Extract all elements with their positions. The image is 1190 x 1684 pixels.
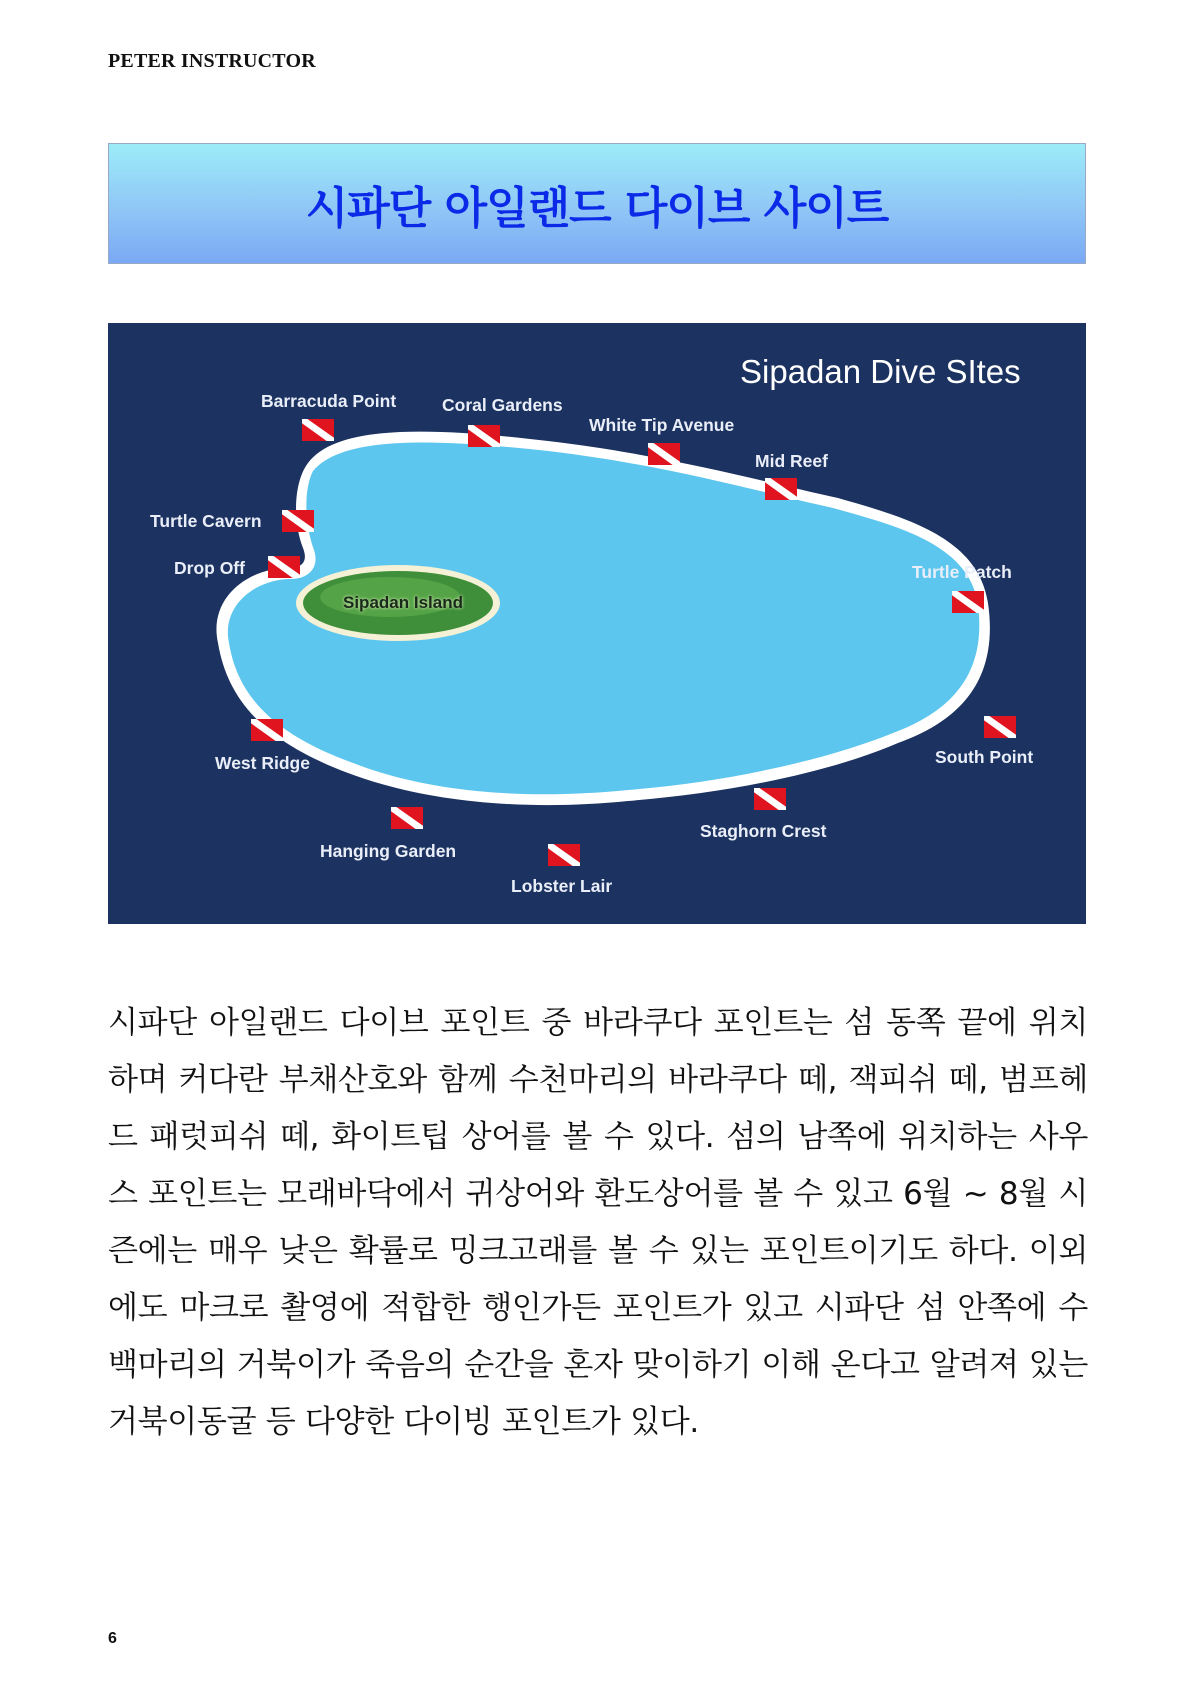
dive-flag-icon [282, 510, 314, 532]
dive-flag-icon [391, 807, 423, 829]
site-label-drop-off: Drop Off [174, 558, 245, 578]
page-number: 6 [108, 1630, 117, 1647]
dive-flag-icon [648, 443, 680, 465]
site-label-south-point: South Point [935, 747, 1034, 767]
body-paragraph: 시파단 아일랜드 다이브 포인트 중 바라쿠다 포인트는 섬 동쪽 끝에 위치하며 커다란 부채산호와 함께 수천마리의 바라쿠다 떼, 잭피쉬 떼, 범프헤드 패럿피쉬 떼, 화이트팁 상어를 볼 수 있다. 섬의 남쪽에 위치하는 사우스 포인트는 모래바닥에서 귀상어와 환도상어를 볼 수 있고 6월 ~ 8월 시즌에는 매우 낮은 확률로 밍크고래를 볼 수 있는 포인트이기도 하다. 이외에도 마크로 촬영에 적합한 행인가든 포인트가 있고 시파단 섬 안쪽에 수백마리의 거북이가 죽음의 순간을 혼자 맞이하기 이해 온다고 알려져 있는 거북이동굴 등 다양한 다이빙 포인트가 있다. [108, 1005, 1088, 1440]
dive-flag-icon [548, 844, 580, 866]
page-title: 시파단 아일랜드 다이브 사이트 [305, 182, 889, 234]
dive-flag-icon [468, 425, 500, 447]
dive-flag-icon [754, 788, 786, 810]
dive-flag-icon [952, 591, 984, 613]
dive-flag-icon [765, 478, 797, 500]
dive-flag-icon [302, 419, 334, 441]
site-label-barracuda-point: Barracuda Point [261, 391, 397, 411]
site-label-lobster-lair: Lobster Lair [511, 876, 613, 896]
site-label-west-ridge: West Ridge [215, 753, 310, 773]
site-label-coral-gardens: Coral Gardens [442, 395, 563, 415]
dive-flag-icon [268, 556, 300, 578]
site-label-staghorn-crest: Staghorn Crest [700, 821, 827, 841]
dive-flag-icon [984, 716, 1016, 738]
map-graphic [108, 323, 1086, 924]
dive-flag-icon [251, 719, 283, 741]
site-label-mid-reef: Mid Reef [755, 451, 828, 471]
site-label-turtle-cavern: Turtle Cavern [150, 511, 262, 531]
dive-site-map [108, 323, 1086, 924]
map-title: Sipadan Dive SItes [740, 353, 1021, 390]
site-label-white-tip-avenue: White Tip Avenue [589, 415, 735, 435]
running-header: PETER INSTRUCTOR [108, 50, 316, 72]
site-label-hanging-garden: Hanging Garden [320, 841, 457, 861]
island-label: Sipadan Island [343, 593, 463, 612]
title-banner [108, 143, 1086, 264]
site-label-turtle-patch: Turtle Patch [912, 562, 1012, 582]
